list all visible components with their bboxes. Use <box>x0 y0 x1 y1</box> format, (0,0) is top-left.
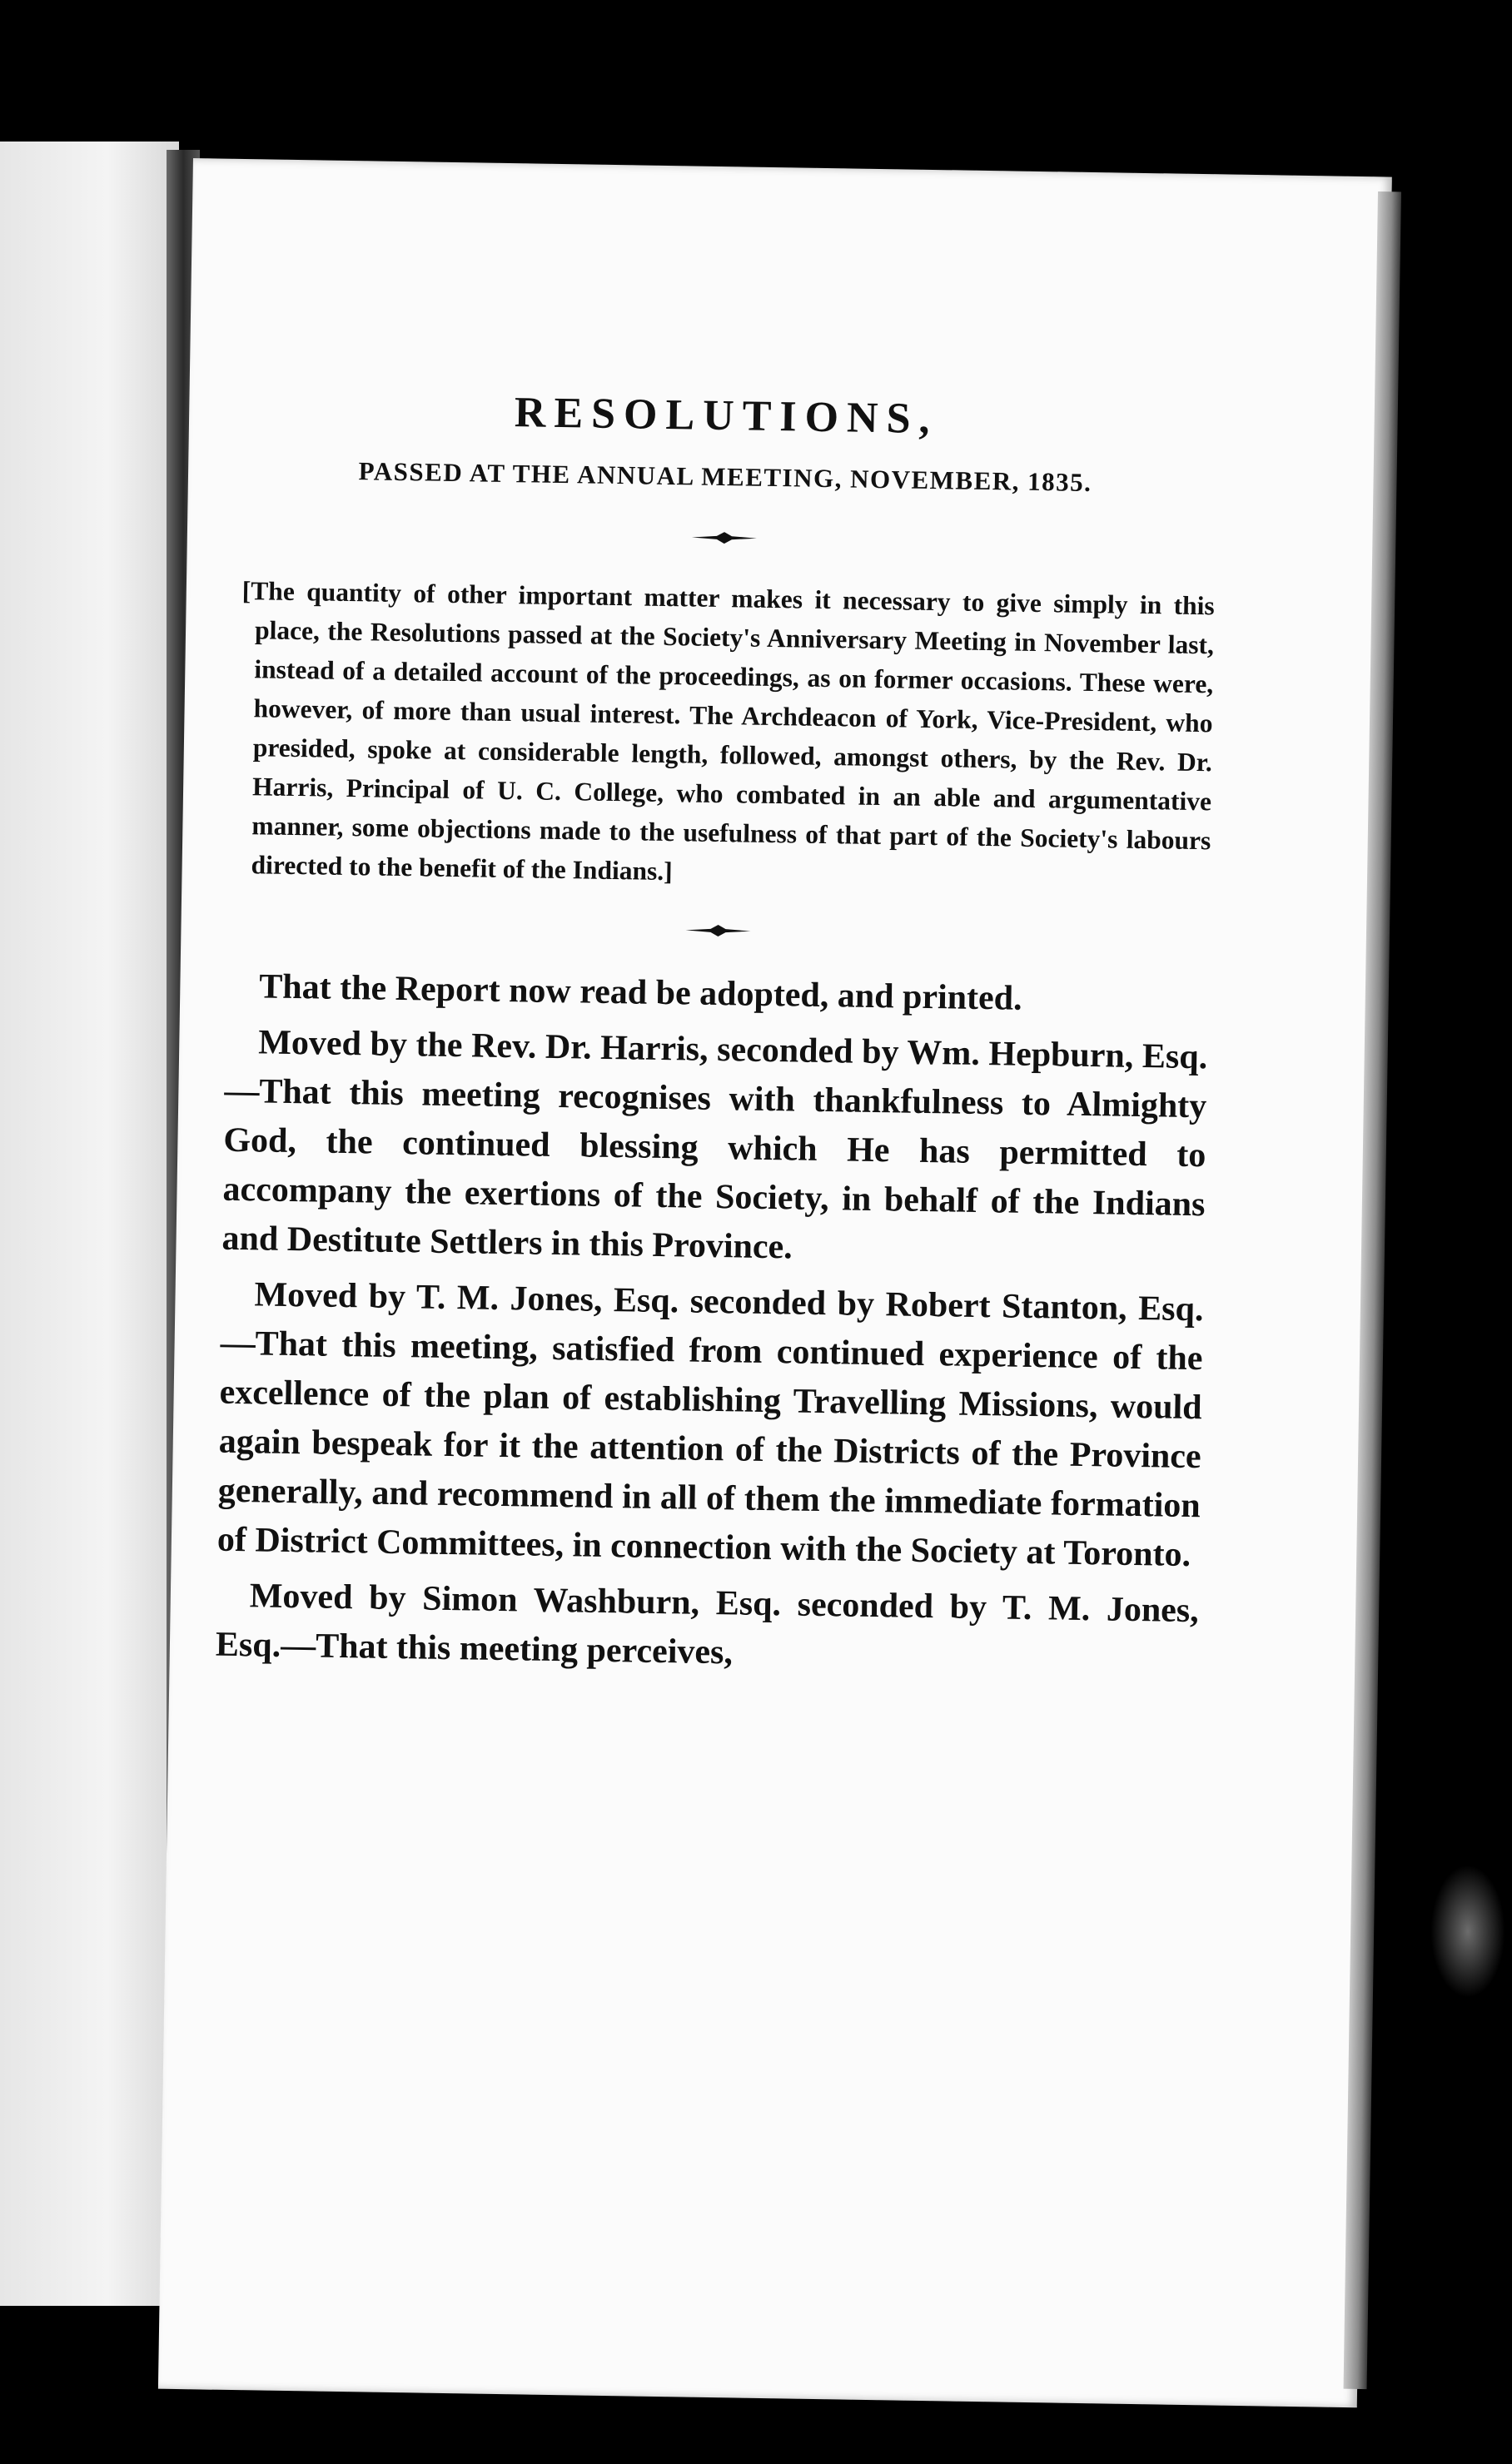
resolution-paragraph: Moved by the Rev. Dr. Harris, seconded by Wm. Hepburn, Esq.—That this meeting recognises with thankfulness to Almighty God, the continued blessing which He has permitted to accompany the exertions of the Society, in behalf of the Indians and Destitute Settlers in this Province. <box>221 1023 1208 1267</box>
resolution-paragraph: That the Report now read be adopted, and printed. <box>259 967 1022 1018</box>
resolution-paragraph: Moved by T. M. Jones, Esq. seconded by Robert Stanton, Esq.—That this meeting, satisfied from continued experience of the excellence of the plan of establishing Travelling Missions, would again bespeak for it the attention of the Districts of the Province generally, and recommend in all of them the immediate formation of District Committees, in connection with the Society at Toronto. <box>216 1275 1204 1575</box>
editorial-note: [The quantity of other important matter makes it necessary to give simply in this place, the Resolutions passed at the Society's Anniversary Meeting in November last, instead of a detailed account of the proceedings, as on former occasions. These were, however, of more than usual interest. The Archdeacon of York, Vice-President, who presided, spoke at considerable length, followed, amongst others, by the Rev. Dr. Harris, Principal of U. C. College, who combated in an able and argumentative manner, some objections made to the usefulness of that part of the Society's labours directed to the benefit of the Indians.] <box>241 575 1215 887</box>
book-page <box>158 158 1392 2407</box>
page-subtitle: PASSED AT THE ANNUAL MEETING, NOVEMBER, 1835. <box>358 456 1092 498</box>
divider-ornament-icon <box>692 531 757 544</box>
resolution-paragraph: Moved by Simon Washburn, Esq. seconded by T. M. Jones, Esq.—That this meeting perceives, <box>215 1577 1200 1672</box>
resolutions-text <box>215 962 1208 1685</box>
page-title: RESOLUTIONS, <box>514 389 938 444</box>
divider-ornament-icon <box>685 924 750 936</box>
scan-artifact <box>1430 1865 1505 1998</box>
page-content <box>215 384 1217 1692</box>
facing-page-edge <box>0 142 179 2306</box>
